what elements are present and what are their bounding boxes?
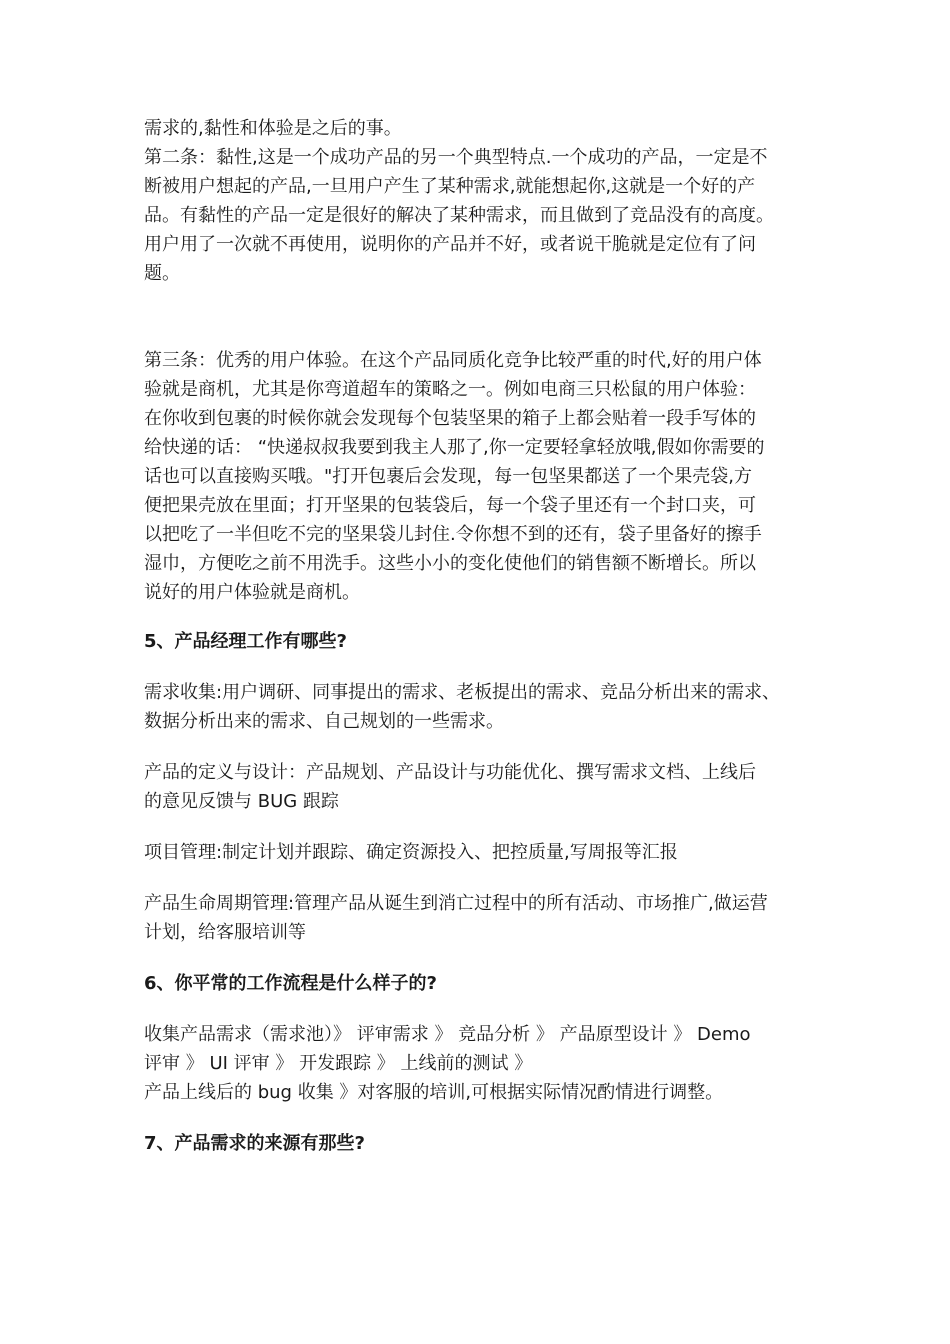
text-line: 湿巾，方便吃之前不用洗手。这些小小的变化使他们的销售额不断增长。所以 xyxy=(144,553,756,574)
text-line: 在你收到包裹的时候你就会发现每个包装坚果的箱子上都会贴着一段手写体的 xyxy=(144,408,756,429)
spacer xyxy=(144,288,812,346)
text-line: 收集产品需求（需求池）》 评审需求 》 竞品分析 》 产品原型设计 》 Demo xyxy=(144,1024,751,1045)
text-line: 说好的用户体验就是商机。 xyxy=(144,582,360,603)
spacer xyxy=(144,947,812,969)
text-line: 给快递的话： “快递叔叔我要到我主人那了,你一定要轻拿轻放哦,假如你需要的 xyxy=(144,437,765,458)
spacer xyxy=(144,998,812,1020)
text-line: 话也可以直接购买哦。"打开包裹后会发现，每一包坚果都送了一个果壳袋,方 xyxy=(144,466,752,487)
text-line: 需求的,黏性和体验是之后的事。 xyxy=(144,118,402,139)
document-page xyxy=(144,114,812,1158)
text-line: 断被用户想起的产品,一旦用户产生了某种需求,就能想起你,这就是一个好的产 xyxy=(144,176,756,197)
text-line: 数据分析出来的需求、自己规划的一些需求。 xyxy=(144,711,504,732)
spacer xyxy=(144,867,812,889)
paragraph-product-definition xyxy=(144,758,812,816)
text-line: 的意见反馈与 BUG 跟踪 xyxy=(144,791,339,812)
paragraph-lifecycle-management xyxy=(144,889,812,947)
text-line: 第三条：优秀的用户体验。在这个产品同质化竞争比较严重的时代,好的用户体 xyxy=(144,350,762,371)
paragraph-stickiness xyxy=(144,114,812,288)
text-line: 便把果壳放在里面；打开坚果的包装袋后，每一个袋子里还有一个封口夹，可 xyxy=(144,495,756,516)
text-line: 用户用了一次就不再使用，说明你的产品并不好，或者说干脆就是定位有了问 xyxy=(144,234,756,255)
paragraph-user-experience xyxy=(144,346,812,607)
text-line: 评审 》 UI 评审 》 开发跟踪 》 上线前的测试 》 xyxy=(144,1053,533,1074)
text-line: 验就是商机，尤其是你弯道超车的策略之一。例如电商三只松鼠的用户体验： xyxy=(144,379,756,400)
section-heading-5: 5、产品经理工作有哪些? xyxy=(144,631,347,652)
spacer xyxy=(144,1107,812,1129)
spacer xyxy=(144,816,812,838)
text-line: 产品生命周期管理:管理产品从诞生到消亡过程中的所有活动、市场推广,做运营 xyxy=(144,893,768,914)
paragraph-requirements-collection xyxy=(144,678,812,736)
text-line: 计划，给客服培训等 xyxy=(144,922,306,943)
text-line: 品。有黏性的产品一定是很好的解决了某种需求，而且做到了竞品没有的高度。 xyxy=(144,205,774,226)
text-line: 题。 xyxy=(144,263,180,284)
section-heading-7: 7、产品需求的来源有那些? xyxy=(144,1133,365,1154)
spacer xyxy=(144,736,812,758)
text-line: 产品的定义与设计：产品规划、产品设计与功能优化、撰写需求文档、上线后 xyxy=(144,762,756,783)
text-line: 第二条：黏性,这是一个成功产品的另一个典型特点.一个成功的产品，一定是不 xyxy=(144,147,768,168)
text-line: 项目管理:制定计划并跟踪、确定资源投入、把控质量,写周报等汇报 xyxy=(144,842,678,863)
paragraph-workflow xyxy=(144,1020,812,1107)
spacer xyxy=(144,607,812,627)
paragraph-project-management xyxy=(144,838,812,867)
text-line: 产品上线后的 bug 收集 》对客服的培训,可根据实际情况酌情进行调整。 xyxy=(144,1082,724,1103)
text-line: 以把吃了一半但吃不完的坚果袋儿封住.令你想不到的还有，袋子里备好的擦手 xyxy=(144,524,762,545)
text-line: 需求收集:用户调研、同事提出的需求、老板提出的需求、竞品分析出来的需求、 xyxy=(144,682,781,703)
section-heading-6: 6、你平常的工作流程是什么样子的? xyxy=(144,973,437,994)
spacer xyxy=(144,656,812,678)
